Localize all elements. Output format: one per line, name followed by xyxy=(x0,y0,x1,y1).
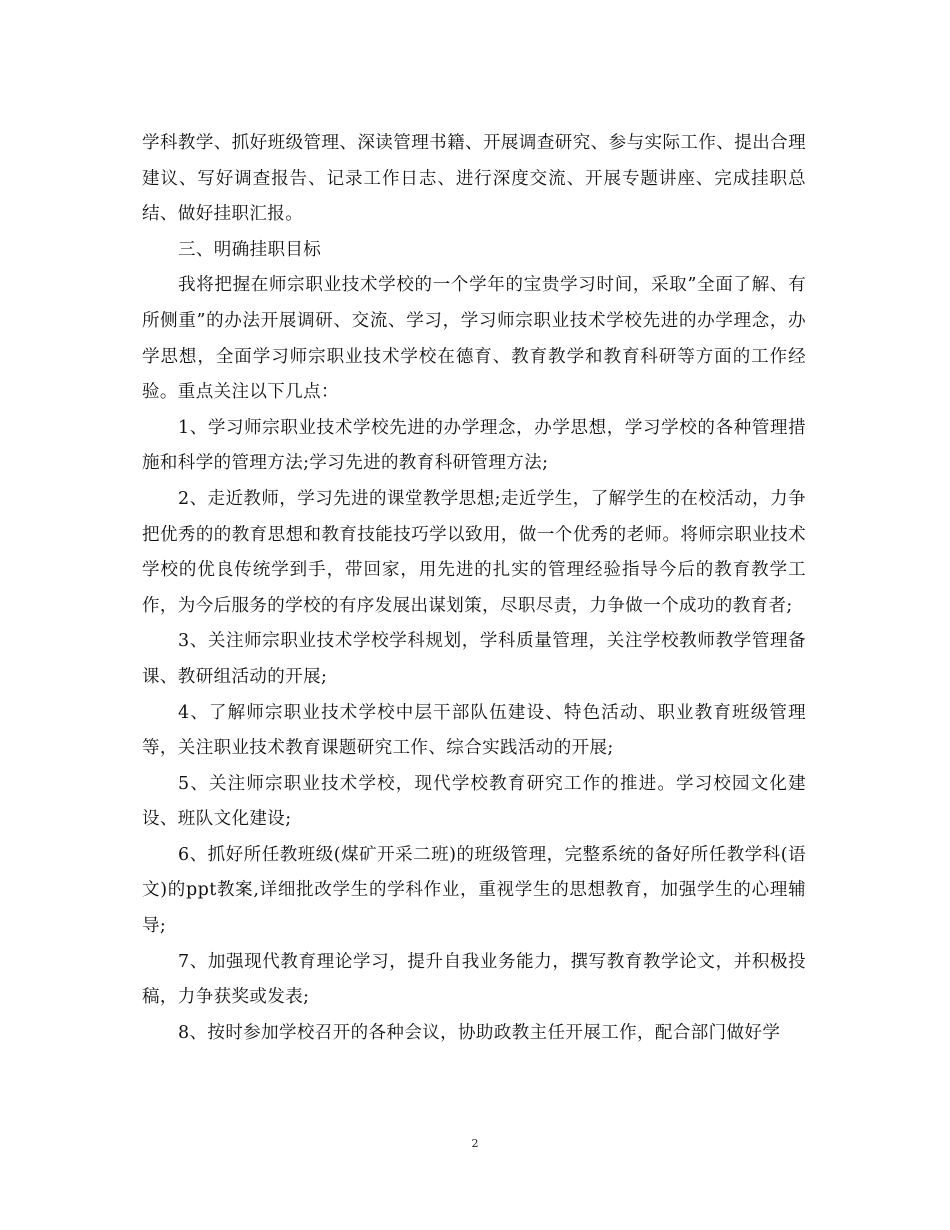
list-item-7: 7、加强现代教育理论学习，提升自我业务能力，撰写教育教学论文，并积极投稿，力争获奖或发表; xyxy=(142,951,806,1008)
list-item-1: 1、学习师宗职业技术学校先进的办学理念，办学思想，学习学校的各种管理措施和科学的管理方法;学习先进的教育科研管理方法; xyxy=(142,417,806,474)
list-item-8: 8、按时参加学校召开的各种会议，协助政教主任开展工作，配合部门做好学 xyxy=(178,1022,781,1043)
page-number: 2 xyxy=(471,1137,479,1150)
document-body xyxy=(142,126,806,1051)
list-item-4: 4、了解师宗职业技术学校中层干部队伍建设、特色活动、职业教育班级管理等，关注职业技术教育课题研究工作、综合实践活动的开展; xyxy=(142,702,806,759)
list-item-6: 6、抓好所任教班级(煤矿开采二班)的班级管理，完整系统的备好所任教学科(语文)的ppt教案,详细批改学生的学科作业，重视学生的思想教育，加强学生的心理辅导; xyxy=(142,844,806,937)
list-item-3: 3、关注师宗职业技术学校学科规划，学科质量管理，关注学校教师教学管理备课、教研组活动的开展; xyxy=(142,631,806,687)
paragraph-continued: 学科教学、抓好班级管理、深读管理书籍、开展调查研究、参与实际工作、提出合理建议、写好调查报告、记录工作日志、进行深度交流、开展专题讲座、完成挂职总结、做好挂职汇报。 xyxy=(142,133,806,225)
paragraph-intro: 我将把握在师宗职业技术学校的一个学年的宝贵学习时间，采取”全面了解、有所侧重”的办法开展调研、交流、学习，学习师宗职业技术学校先进的办学理念，办学思想，全面学习师宗职业技术学校在德育、教育教学和教育科研等方面的工作经验。重点关注以下几点： xyxy=(142,275,806,403)
section-heading: 三、明确挂职目标 xyxy=(178,239,322,260)
list-item-2: 2、走近教师，学习先进的课堂教学思想;走近学生，了解学生的在校活动，力争把优秀的的教育思想和教育技能技巧学以致用，做一个优秀的老师。将师宗职业技术学校的优良传统学到手，带回家，用先进的扎实的管理经验指导今后的教育教学工作，为今后服务的学校的有序发展出谋划策，尽职尽责，力争做一个成功的教育者; xyxy=(142,488,806,616)
list-item-5: 5、关注师宗职业技术学校，现代学校教育研究工作的推进。学习校园文化建设、班队文化建设; xyxy=(142,773,806,830)
